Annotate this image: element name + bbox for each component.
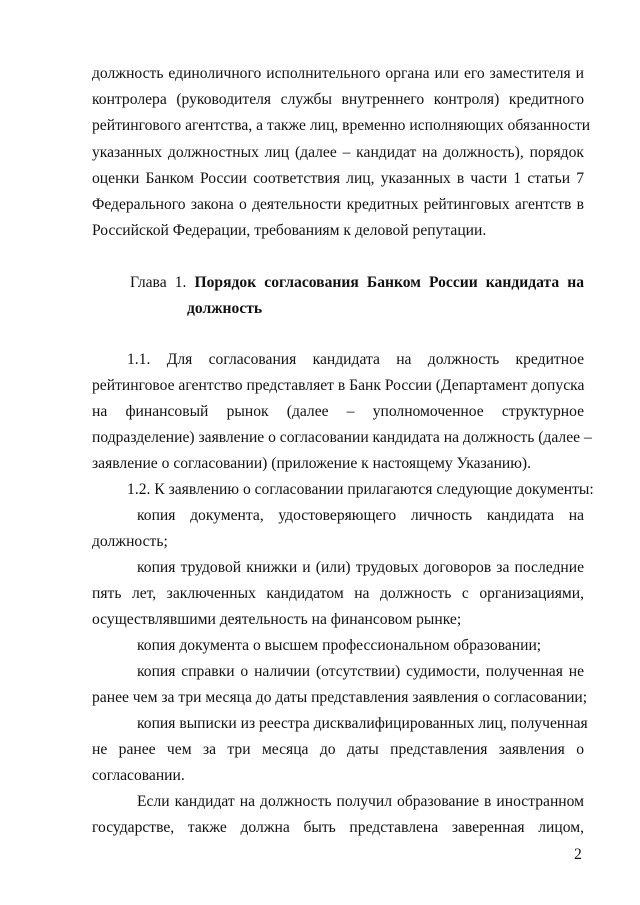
text-line: 1.2. К заявлению о согласовании прилагаются следующие документы:	[127, 481, 594, 498]
text-line: указанных должностных лиц (далее – кандидат на должность), порядок	[92, 144, 584, 161]
text-line: Федерального закона о деятельности кредитных рейтинговых агентств в	[92, 196, 584, 213]
text-line: осуществлявшими деятельность на финансовом рынке;	[92, 611, 462, 628]
text-line: государстве, также должна быть представлена заверенная лицом,	[92, 819, 584, 836]
page-number: 2	[574, 846, 582, 863]
text-line: копия выписки из реестра дисквалифицированных лиц, полученная	[137, 715, 588, 732]
text-line: контролера (руководителя службы внутреннего контроля) кредитного	[92, 91, 584, 108]
text-line: должность;	[92, 533, 168, 550]
chapter-title-continuation: должность	[187, 300, 263, 317]
text-line: подразделение) заявление о согласовании кандидата на должность (далее –	[92, 429, 592, 446]
text-line: копия документа о высшем профессиональном образовании;	[137, 637, 542, 654]
text-line: копия справки о наличии (отсутствии) судимости, полученная не	[137, 663, 584, 680]
text-line: пять лет, заключенных кандидатом на должность с организациями,	[92, 585, 584, 602]
text-line: Российской Федерации, требованиям к деловой репутации.	[92, 222, 487, 239]
text-line: должность единоличного исполнительного органа или его заместителя и	[92, 65, 584, 82]
text-line: на финансовый рынок (далее – уполномоченное структурное	[92, 403, 584, 420]
chapter-title: Порядок согласования Банком России кандидата на	[194, 274, 584, 291]
text-line: оценки Банком России соответствия лиц, указанных в части 1 статьи 7	[92, 170, 584, 187]
text-line: не ранее чем за три месяца до даты представления заявления о	[92, 741, 584, 758]
text-line: согласовании.	[92, 767, 185, 784]
text-line: заявление о согласовании) (приложение к настоящему Указанию).	[92, 455, 532, 472]
chapter-heading	[130, 274, 584, 292]
text-line: рейтингового агентства, а также лиц, временно исполняющих обязанности	[92, 117, 591, 134]
text-line: ранее чем за три месяца до даты представления заявления о согласовании;	[92, 689, 588, 706]
text-line: Если кандидат на должность получил образование в иностранном	[137, 793, 584, 810]
text-line: копия документа, удостоверяющего личность кандидата на	[137, 507, 584, 524]
text-line: копия трудовой книжки и (или) трудовых договоров за последние	[137, 559, 584, 576]
text-line: рейтинговое агентство представляет в Банк России (Департамент допуска	[92, 377, 585, 394]
chapter-label: Глава 1.	[130, 274, 187, 291]
text-line: 1.1. Для согласования кандидата на должность кредитное	[127, 351, 584, 368]
